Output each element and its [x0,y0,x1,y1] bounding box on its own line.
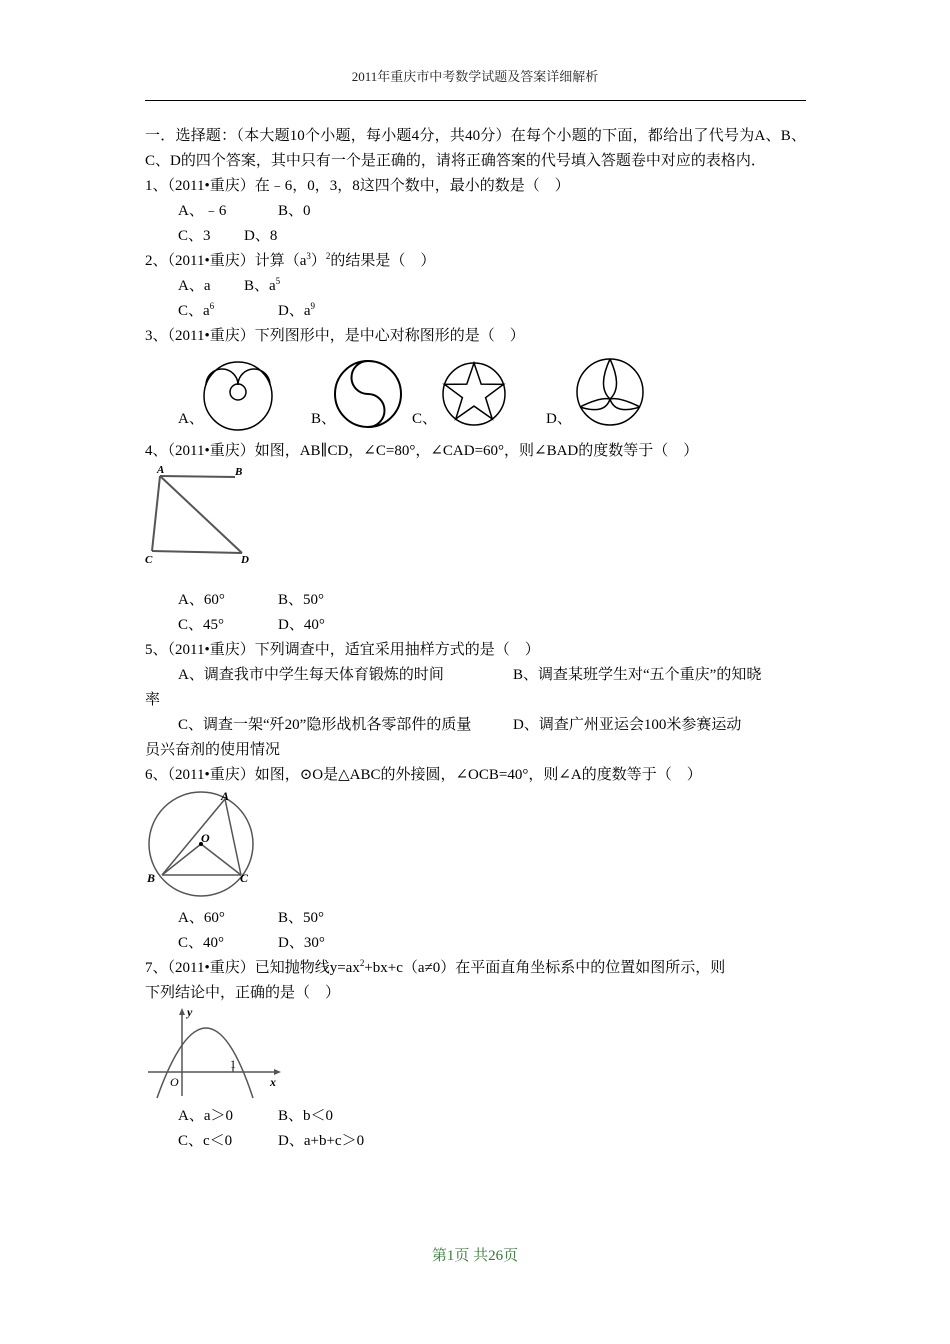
q2-text-3: 的结果是（ ） [330,253,436,269]
question-4-options-row2 [145,613,806,638]
question-1-stem: 1、（2011•重庆）在﹣6，0，3，8这四个数中，最小的数是（ ） [145,178,570,194]
option-a-label: A、 [178,411,204,427]
point-c-label: C [240,871,249,885]
option-c [178,299,278,324]
option-a: A、a＞0 [178,1108,233,1124]
question-7-options-row2 [145,1129,806,1154]
question-5-option-d-cont: 员兴奋剂的使用情况 [145,742,281,758]
option-c: C、3 [178,228,211,244]
question-3-figures [145,349,806,439]
option-b: B、50° [278,592,325,608]
option-b: B、50° [278,910,325,926]
option-c-sup: 6 [209,301,215,311]
option-d: D、8 [244,228,278,244]
tick-1-label: 1 [230,1057,236,1071]
option-a-text: A、a [178,278,211,294]
figure-c-star-in-circle [441,361,507,427]
q7-sup: 2 [359,958,365,968]
q7-text-2: +bx+c（a≠0）在平面直角坐标系中的位置如图所示，则 [364,960,726,976]
question-6-options-row2 [145,931,806,956]
option-a: A、﹣6 [178,203,227,219]
q2-sup-2: 2 [325,251,331,261]
question-5-options-cd [145,713,806,738]
section-intro: 一．选择题：（本大题10个小题，每小题4分，共40分）在每个小题的下面，都给出了代号为A、B、C、D的四个答案，其中只有一个是正确的，请将正确答案的代号填入答题卷中对应的表格内． [145,128,806,169]
option-d [278,303,315,319]
option-a: A、调查我市中学生每天体育锻炼的时间 [178,667,444,683]
q2-text-1: 2、（2011•重庆）计算（a [145,253,307,269]
page-footer: 第1页 共26页 [431,1248,519,1264]
point-d-label: D [241,554,249,566]
question-1-options-row2 [145,224,806,249]
question-5-options-ab [145,663,806,688]
question-1-options-row1 [145,199,806,224]
option-b: B、b＜0 [278,1108,334,1124]
option-d: D、a+b+c＞0 [278,1133,365,1149]
question-6-options-row1 [145,906,806,931]
option-b-sup: 5 [275,276,281,286]
option-a: A、60° [178,910,225,926]
option-c: C、45° [178,617,225,633]
option-a: A、60° [178,592,225,608]
header-rule [145,100,806,101]
option-b: B、0 [278,203,311,219]
option-c-label: C、 [412,411,438,427]
option-b-label: B、 [311,411,337,427]
figure-d-three-petals [575,357,645,427]
question-7-figure [145,1006,806,1104]
option-d: D、30° [278,935,325,951]
origin-label: O [170,1075,179,1089]
q7-text-1: 7、（2011•重庆）已知抛物线y=ax [145,960,360,976]
document-body [145,124,806,1154]
option-b: B、调查某班学生对“五个重庆”的知晓 [513,667,762,683]
question-2-stem [145,249,806,274]
point-a-label: A [157,464,165,476]
q7-text-3: 下列结论中，正确的是（ ） [145,985,341,1001]
option-c-text: C、a [178,303,210,319]
question-4-options-row1 [145,588,806,613]
option-b-text: B、a [244,278,276,294]
figure-a-circle-with-two-arcs [201,359,275,433]
point-c-label: C [145,554,153,566]
option-d-text: D、a [278,303,311,319]
question-6-figure [145,788,806,906]
point-b-label: B [147,871,156,885]
question-7-stem [145,956,806,1006]
option-a [178,274,244,299]
q2-text-2: ） [310,253,326,269]
question-6-stem: 6、（2011•重庆）如图，⊙O是△ABC的外接圆，∠OCB=40°，则∠A的度数等于（ ） [145,767,702,783]
parabola-graph [145,1006,285,1102]
option-b [244,278,280,294]
option-d: D、调查广州亚运会100米参赛运动 [513,717,742,733]
q2-sup-1: 3 [306,251,311,261]
question-2-options-row2 [145,299,806,324]
option-c: C、c＜0 [178,1133,233,1149]
option-d: D、40° [278,617,325,633]
page-header: 2011年重庆市中考数学试题及答案详细解析 [351,69,599,84]
figure-b-taiji [333,359,403,429]
question-4-stem: 4、（2011•重庆）如图，AB∥CD，∠C=80°，∠CAD=60°，则∠BAD的度数等于（ ） [145,443,699,459]
option-d-sup: 9 [310,301,315,311]
y-axis-label: y [187,1005,193,1019]
point-a-label: A [221,789,230,803]
question-3-stem: 3、（2011•重庆）下列图形中，是中心对称图形的是（ ） [145,328,525,344]
question-4-figure [145,464,806,588]
question-7-options-row1 [145,1104,806,1129]
point-o-label: O [201,831,210,845]
point-b-label: B [235,466,243,478]
x-axis-label: x [270,1075,276,1089]
option-c: C、40° [178,935,225,951]
option-c: C、调查一架“歼20”隐形战机各零部件的质量 [178,717,472,733]
question-5-stem: 5、（2011•重庆）下列调查中，适宜采用抽样方式的是（ ） [145,642,540,658]
question-2-options-row1 [145,274,806,299]
option-d-label: D、 [546,411,572,427]
question-5-option-b-cont: 率 [145,692,161,708]
